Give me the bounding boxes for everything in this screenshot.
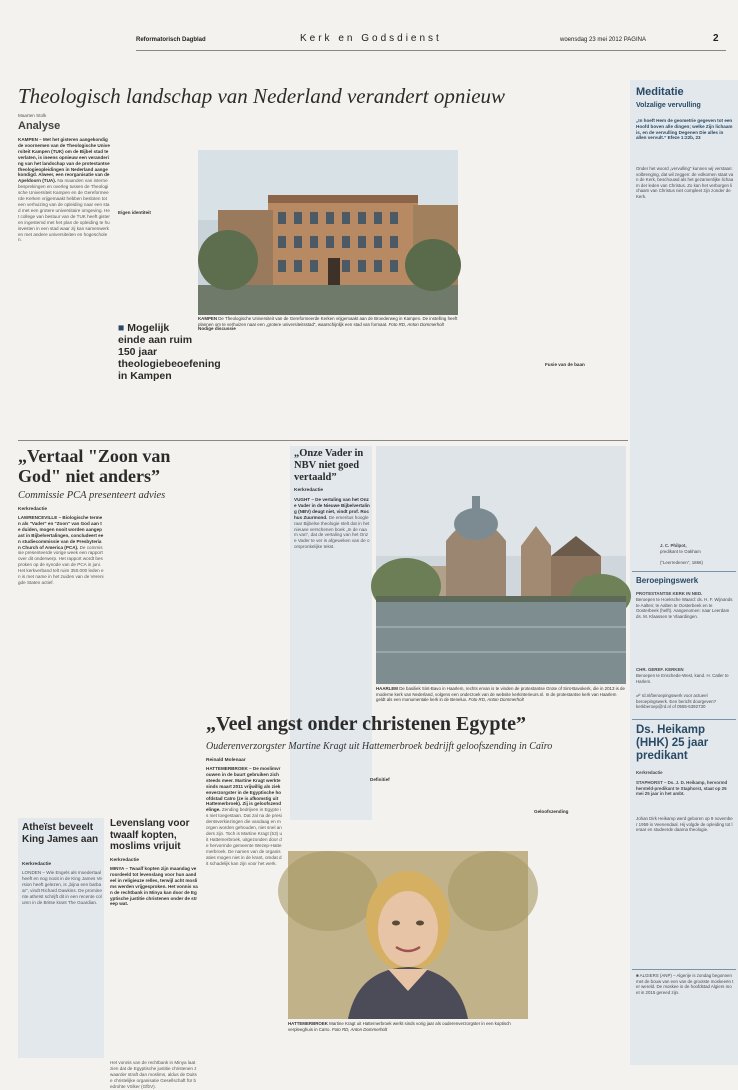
square-bullet-icon: ■ [118, 322, 125, 334]
heikamp-kicker: Kerkredactie [636, 770, 663, 775]
onze-vader-headline: „Onze Vader in NBV niet goed vertaald” [294, 448, 364, 483]
main-article-col-6b [545, 369, 625, 435]
subhead-eigen-identiteit: Eigen identiteit [118, 210, 151, 215]
twaalf-col-1 [110, 866, 198, 1058]
algiers-brief [636, 973, 734, 1053]
atheist-body: LONDEN – Wie Engels als moedertaal heeft en nog nooit in de King James Version heeft gelezen, is „bijna een barbaar”, vindt Richard Dawkins. De prominente atheïst schrijft dit in een recente column in de Britse krant The Guardian. [22, 870, 103, 905]
beroep-link-text: rd.nl/beroepingswerk voor actueel beroepingswerk. Een bericht doorgeven? kerkberoep@rd.nl of 0555-5392730 [636, 693, 717, 710]
subhead-fusie: Fusie van de baan [545, 362, 585, 367]
meditation-text: Onder het woord „vervulling” kunnen wij verstaan: volbrenging, dat wil zeggen: de volkomen staat van de Kerk, beschouwd als het gezamenlijke lichaam der leden van Christus. Zo kan het verborgen lichaam van Christus niet compleet zijn zonder de Kerk. [636, 166, 734, 199]
sidebar-divider-3 [632, 969, 736, 970]
heikamp-body: Johan Dirk Heikamp werd geboren op 9 november 1959 in Veenendaal. Hij volgde de opleiding tot leraar en studeerde daarna theologie. [636, 816, 733, 833]
egypte-col-4 [452, 758, 528, 848]
egypte-col-3b [370, 784, 446, 848]
heikamp-headline: Ds. Heikamp (HHK) 25 jaar predikant [636, 724, 709, 762]
photo-haarlem-caption [376, 686, 626, 708]
onze-vader-text: De emeritus hoogleraar Bijbelse theologie stelt dat in het nieuwe verschenen boek „In de naam van”, dat de vertaling van het Onze Vader te ver is afgeweken van de oorspronkelijke tekst. [294, 514, 371, 550]
zoon-body: De commissie presenteerde vorige week een rapport over dit onderwerp. Het rapport wordt besproken op de synode van de PCA in juni. Het kerkverband telt ruim 350.000 leden en is met name in het zuiden van de Verenigde Staten actief. [18, 544, 105, 585]
page-rubric: Kerk en Godsdienst [300, 33, 442, 44]
issue-date-text: woensdag 23 mei 2012 [560, 37, 623, 43]
egypte-col-1 [206, 766, 282, 1058]
egypte-col-5a [534, 758, 626, 808]
bullet-icon: ■ [636, 973, 639, 978]
meditation-verse: „In hoeft Hem de geometrie gegeven tot een Hoofd boven alle dingen; welke Zijn lichaam is, en de vervulling Degenen Die alles in allen vervult.” Efeze 1:22b, 23 [636, 118, 733, 141]
beroep-1-text: Beroepen te Hoeksche Waard: ds. H. F. Wijnands te Aalten; te Aalten te Oosterbeek en te Oosterbeek (helft). Aangenomen: naar Leerdam ds. M. Klaassen te Vlaardingen. [636, 597, 733, 619]
issue-date [560, 37, 646, 43]
twaalf-headline: Levenslang voor twaalf kopten, moslims vrijuit [110, 818, 190, 852]
meditation-title: Meditatie [636, 86, 684, 98]
meditation-source: (“Leerredenen”, 1866) [660, 560, 703, 565]
main-article-col-4b [278, 345, 458, 435]
egypte-body: Zending bedrijven in Egypte is niet toegestaan. Dat zal na de presidentsverkiezingen die vandaag en morgen worden gehouden, niet snel anders zijn. Toch is Martine Kragt (53) uit Hattemerbroek, uitgezonden door de hervormde gemeente Wezep-Hattemerbroek. De namen van de organisaties mogen niet in de krant, omdat dit schadelijk kan zijn voor het werk. [206, 807, 282, 866]
zoon-kicker: Kerkredactie [18, 507, 48, 512]
beroep-2-heading: CHR. GEREF. KERKEN [636, 667, 684, 672]
main-article-col-6a [545, 117, 625, 357]
portrait-image [288, 851, 528, 1019]
zoon-col-2 [110, 506, 196, 814]
page-label: PAGINA [623, 37, 646, 43]
beroep-1-heading: PROTESTANTSE KERK IN NED. [636, 591, 703, 596]
main-article-col-2b [118, 217, 194, 317]
page-number: 2 [713, 33, 719, 44]
photo-haarlem [376, 446, 626, 684]
egypte-headline: „Veel angst onder christenen Egypte” [206, 713, 526, 735]
zoon-col-1 [18, 515, 104, 810]
haarlem-caption-text: De basiliek Sint-Bavo in Haarlem, rechts ervan is te vinden de protestantse Grote of Sint-Bavokerk, die in 2013 is de moderne kerk van Nederland, volgens een onderzoek van de website kerkinterieurs.nl. In de protestantse kerk van Haarlem geldt als een monumentale kerk in de Benelux. [376, 686, 625, 703]
pullquote-text: Mogelijk einde aan ruim 150 jaar theologiebeoefening in Kampen [118, 322, 221, 382]
meditation-subtitle: Volzalige vervulling [636, 102, 701, 109]
main-body: Na maanden van interne besprekingen en overleg tussen de Theologische Universiteit Kampen en de Gereformeerde Kerken vrijgemaakt hebben besloten tot een verhuizing van de opleiding naar een stad met een grotere universitaire omgeving. Het college van bestuur van de TUK heeft gisteren ingestemd met het plan de opleiding te huisvesten in een stad waar zij kan samenwerken met andere universiteiten en hogescholen. [18, 178, 110, 243]
onze-vader-lead: VUGHT – De vertaling van het Onze Vader in de Nieuwe Bijbelvertaling (NBV) deugt niet, vindt prof. Rochus Zuurmond. [294, 497, 370, 520]
caption-kampen-text: De Theologische Universiteit van de Gereformeerde Kerken vrijgemaakt aan de Broederweg in Kampen. De instelling heeft plannen om te verhuizen naar een „grotere universiteitsstad”, waarschijnlijk een stad van formaat. [198, 316, 458, 327]
main-article-col-2a [118, 117, 194, 209]
subhead-nodige-discussie: Nodige discussie [198, 326, 236, 331]
egypte-subtitle: Ouderenverzorgster Martine Kragt uit Hattemerbroek bedrijft geloofszending in Caïro [206, 741, 553, 752]
photo-kampen [198, 150, 458, 315]
beroep-2-text: Beroepen te Enschede-West, kand. H. Catler te Harlem. [636, 673, 729, 684]
main-article-col-3b [198, 333, 272, 433]
photo-martine-kragt [288, 851, 528, 1019]
haarlem-caption-place: HAARLEM [376, 686, 398, 691]
portrait-photo-credit: Foto RD, Anton Dommerholt [331, 1026, 388, 1032]
atheist-kicker: Kerkredactie [22, 862, 52, 867]
subhead-definitief: Definitief [370, 777, 390, 782]
newspaper-brand: Reformatorisch Dagblad [136, 37, 206, 43]
link-icon: ☍ [636, 693, 641, 698]
main-headline: Theologisch landschap van Nederland verandert opnieuw [18, 84, 506, 108]
main-lead: KAMPEN – Met het gisteren aangekondigde voornemen van de Theologische Universiteit Kampen (TUK) om de Bijbel stad te verlaten, is ineens opnieuw een verandering van het landschap van de protestantse theologieopleidingen in Nederland aangekondigd. Alweer, een reorganisatie van de Apeldoorn (TUA). [18, 137, 111, 184]
haarlem-photo-credit: Foto RD, Anton Dommerholt [468, 697, 524, 703]
portrait-caption-text: Martine Kragt uit Hattemerbroek werkt sinds vorig jaar als ouderenverzorgster in een koptisch verpleeghuis in Caïro. [288, 1021, 511, 1032]
egypte-lead: HATTEMERBROEK – De moslimvrouwen in de buurt gebruiken zich steeds meer. Martine Kragt werkte sinds maart 2011 vrijwillig als ziekenverzorgster in de Egyptische hoofdstad Caïro (ze is afkomstig uit Hattemerbroek). Zij is geloofszendelinge. [206, 766, 282, 813]
zoon-lead: LAWRENCEVILLE – Biologische termen als "Vader" en "Zoon" van God aan te duiden, mogen nooit worden aangepast in Bijbelvertalingen, concludeert een studiecommissie van de Presbyterian Church of America (PCA). [18, 515, 104, 550]
atheist-headline: Atheïst beveelt King James aan [22, 822, 99, 845]
main-article-col-5 [463, 117, 539, 435]
zoon-headline: „Vertaal "Zoon van God" niet anders” [18, 446, 171, 486]
heikamp-lead: STAPHORST – Ds. J. D. Heikamp, hervormd hersteld-predikant te Staphorst, staat op 25 mei 25 jaar in het ambt. [636, 780, 728, 797]
sidebar-divider-2 [632, 719, 736, 720]
main-byline: Maarten Stolk [18, 113, 47, 118]
egypte-byline: Reinald Molenaar [206, 758, 246, 763]
section-divider [18, 440, 628, 441]
sidebar-divider [632, 571, 736, 572]
zoon-subtitle: Commissie PCA presenteert advies [18, 490, 166, 501]
main-article-col-1 [18, 137, 110, 434]
photo-kampen-caption [198, 316, 458, 338]
kampen-building-image [198, 150, 458, 315]
twaalf-kicker: Kerkredactie [110, 858, 140, 863]
meditation-author-role: predikant te Oakham [660, 549, 701, 554]
twaalf-col-2: Het vonnis van de rechtbank in Minya laat zien dat de Egyptische justitie christenen zwaarder straft dan moslims, aldus de Duitse christelijke organisatie Gesellschaft für bedrohte Völker (GfbV). [110, 1060, 197, 1089]
portrait-caption [288, 1021, 528, 1037]
egypte-col-2 [288, 758, 364, 848]
subhead-geloofszending: Geloofszending [534, 809, 569, 814]
photo-credit: Foto RD, Anton Dommerholt [388, 321, 444, 327]
haarlem-church-image [376, 446, 626, 684]
analyse-label: Analyse [18, 120, 61, 132]
twaalf-lead: MINYA – Twaalf kopten zijn maandag veroordeeld tot levenslang voor hun aandeel in religieuze relles, terwijl acht moslims werden vrijgesproken. Het vonnis van de rechtbank in Minya kan door de Egyptische justitie christenen onder de streep wat. [110, 866, 198, 907]
header-divider [136, 50, 726, 51]
portrait-caption-place: HATTEMERBROEK [288, 1021, 328, 1026]
egypte-col-3a [370, 758, 446, 776]
onze-vader-kicker: Kerkredactie [294, 488, 324, 493]
beroepingswerk-heading: Beroepingswerk [636, 576, 699, 585]
beroep-link[interactable] [636, 693, 734, 717]
meditation-author: J. C. Philpot, [660, 543, 687, 548]
egypte-col-5b [534, 816, 626, 1058]
caption-place: KAMPEN [198, 316, 218, 321]
algiers-text: ALGIERS (ANP) – Algerije is zondag begonnen met de bouw van een van de grootste moskeeën ter wereld. De moskee in de hoofdstad Algiers moet in 2015 gereed zijn. [636, 973, 734, 995]
